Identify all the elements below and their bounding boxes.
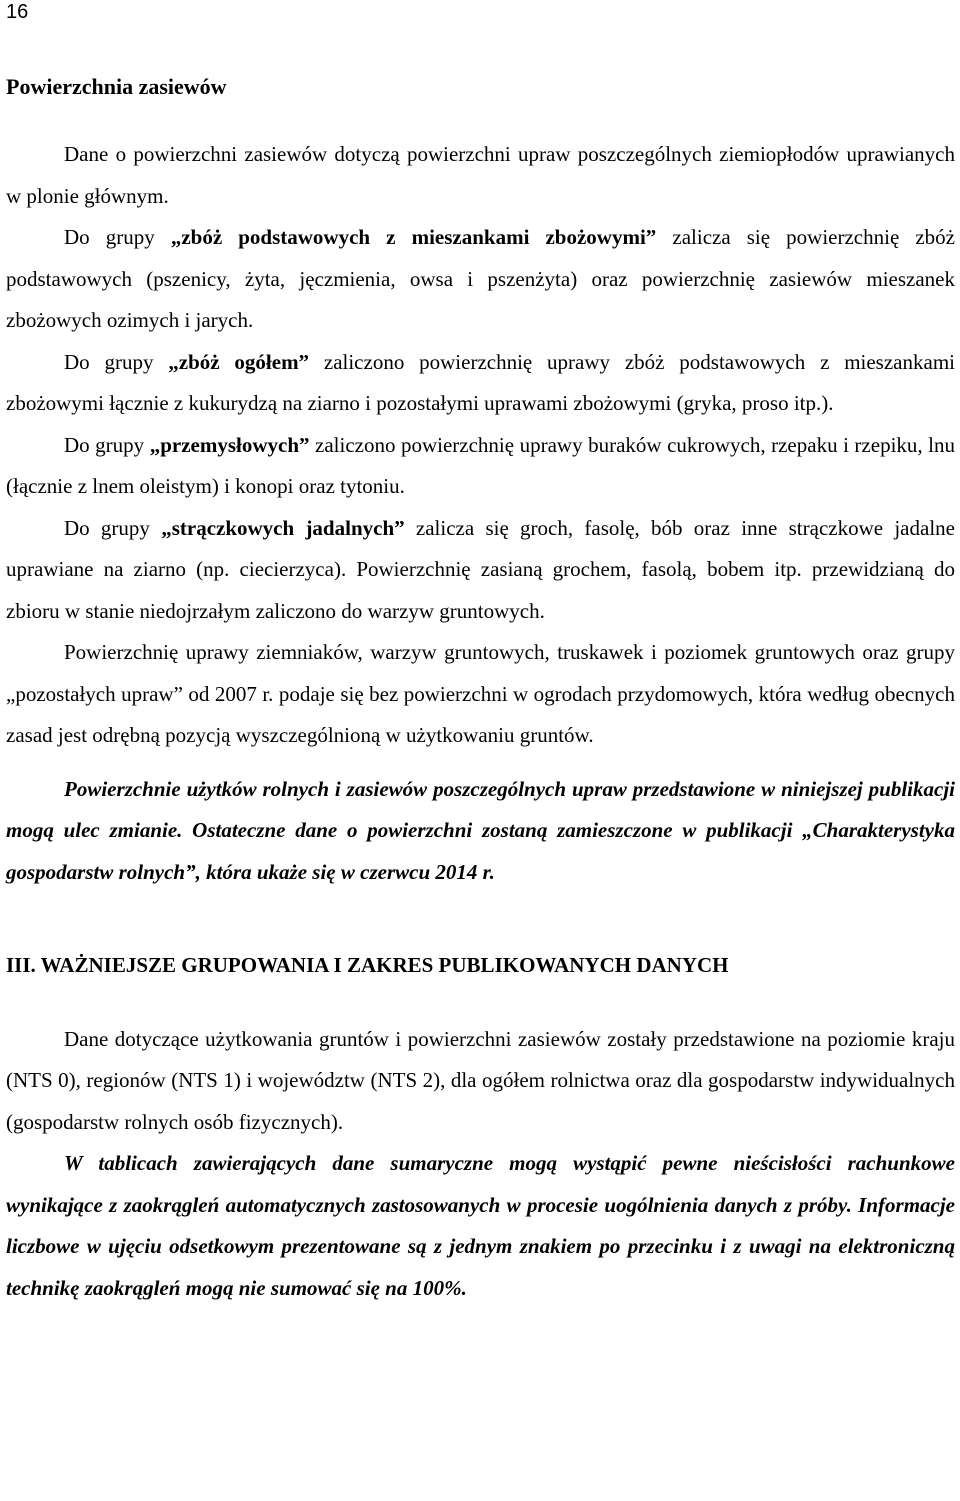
chapter-heading: III. WAŻNIEJSZE GRUPOWANIA I ZAKRES PUBLIKOWANYCH DANYCH [6, 953, 729, 977]
spacer [6, 757, 955, 769]
term-industrial: „przemysłowych” [149, 432, 310, 457]
paragraph-text: zaliczono powierzchnię uprawy zbóż podstawowych z mieszankami zbożowymi łącznie z kukurydzą na ziarno i pozostałymi uprawami zbożowymi (gryka, proso itp.). [6, 349, 955, 415]
page-number: 16 [6, 1, 29, 23]
paragraph-potatoes: Powierzchnię uprawy ziemniaków, warzyw gruntowych, truskawek i poziomek gruntowych oraz grupy „pozostałych upraw” od 2007 r. podaje się bez powierzchni w ogrodach przydomowych, która według obecnych zasad jest odrębną pozycją wyszczególnioną w użytkowaniu gruntów. [6, 640, 955, 747]
spacer [6, 893, 955, 945]
paragraph-legumes [6, 508, 955, 633]
paragraph-text: zaliczono powierzchnię uprawy buraków cukrowych, rzepaku i rzepiku, lnu (łącznie z lnem oleistym) i konopi oraz tytoniu. [6, 432, 955, 498]
document-body [6, 134, 955, 1309]
paragraph-text: Do grupy [64, 225, 171, 249]
paragraph-total-cereals [6, 342, 955, 425]
paragraph-scope: Dane dotyczące użytkowania gruntów i powierzchni zasiewów zostały przedstawione na poziomie kraju (NTS 0), regionów (NTS 1) i województw (NTS 2), dla ogółem rolnictwa oraz dla gospodarstw indywidualnych (gospodarstw rolnych osób fizycznych). [6, 1026, 955, 1134]
paragraph-notice: Powierzchnie użytków rolnych i zasiewów poszczególnych upraw przedstawione w niniejszej publikacji mogą ulec zmianie. Ostateczne dane o powierzchni zostaną zamieszczone w publikacji „Charakterystyka gospodarstw rolnych”, która ukaże się w czerwcu 2014 r. [6, 776, 955, 884]
paragraph-text: zalicza się powierzchnię zbóż podstawowych (pszenicy, żyta, jęczmienia, owsa i pszenżyta) oraz powierzchnię zasiewów mieszanek zbożowych ozimych i jarych. [6, 225, 955, 332]
spacer [6, 987, 955, 1019]
paragraph-intro: Dane o powierzchni zasiewów dotyczą powierzchni upraw poszczególnych ziemiopłodów uprawianych w plonie głównym. [6, 142, 955, 208]
paragraph-rounding-note: W tablicach zawierających dane sumaryczne mogą wystąpić pewne nieścisłości rachunkowe wynikające z zaokrągleń automatycznych zastosowanych w procesie uogólnienia danych z próby. Informacje liczbowe w ujęciu odsetkowym prezentowane są z jednym znakiem po przecinku i z uwagi na elektroniczną technikę zaokrągleń mogą nie sumować się na 100%. [6, 1151, 955, 1300]
term-legumes: „strączkowych jadalnych” [161, 515, 405, 540]
paragraph-text: Do grupy [64, 349, 169, 374]
paragraph-text: zalicza się groch, fasolę, bób oraz inne strączkowe jadalne uprawiane na ziarno (np. ciecierzyca). Powierzchnię zasianą grochem, fasolą, bobem itp. przewidzianą do zbioru w stanie niedojrzałym zaliczono do warzyw gruntowych. [6, 515, 955, 623]
section-title: Powierzchnia zasiewów [6, 74, 227, 99]
paragraph-industrial [6, 425, 955, 508]
term-total-cereals: „zbóż ogółem” [168, 349, 310, 374]
paragraph-text: Do grupy [64, 432, 150, 457]
paragraph-text: Do grupy [64, 515, 162, 540]
term-basic-cereals: „zbóż podstawowych z mieszankami zbożowymi” [170, 225, 657, 249]
paragraph-basic-cereals [6, 217, 955, 342]
